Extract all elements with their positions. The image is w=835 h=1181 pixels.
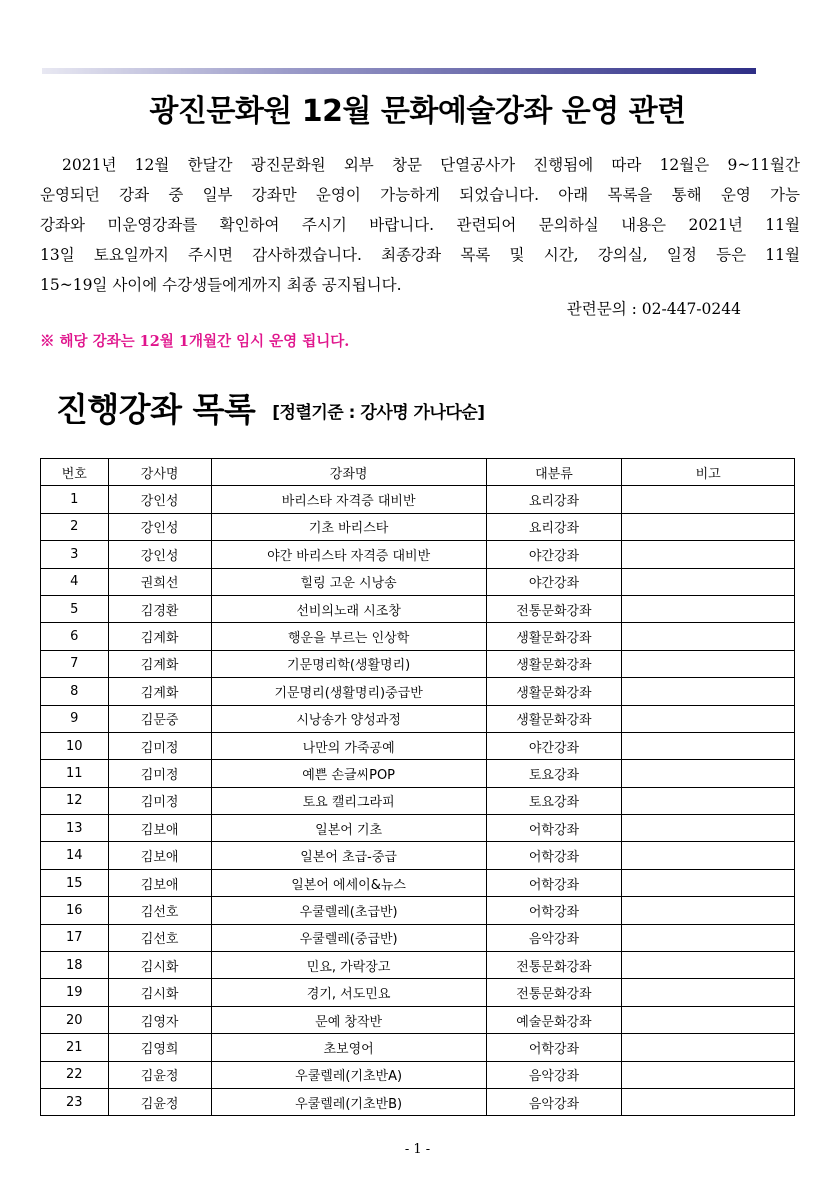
cell-instructor: 김미정 bbox=[108, 760, 211, 787]
cell-number: 7 bbox=[41, 650, 109, 677]
cell-remarks bbox=[622, 787, 795, 814]
cell-category: 어학강좌 bbox=[486, 815, 622, 842]
table-row bbox=[41, 650, 795, 677]
cell-number: 22 bbox=[41, 1061, 109, 1088]
cell-instructor: 김보애 bbox=[108, 869, 211, 896]
cell-instructor: 김미정 bbox=[108, 787, 211, 814]
table-row bbox=[41, 705, 795, 732]
page-number: - 1 - bbox=[404, 1142, 431, 1157]
cell-remarks bbox=[622, 513, 795, 540]
table-row bbox=[41, 732, 795, 759]
cell-number: 18 bbox=[41, 952, 109, 979]
cell-number: 12 bbox=[41, 787, 109, 814]
cell-number: 20 bbox=[41, 1006, 109, 1033]
cell-course: 우쿨렐레(중급반) bbox=[211, 924, 486, 951]
top-divider bbox=[42, 68, 756, 74]
cell-course: 기문명리학(생활명리) bbox=[211, 650, 486, 677]
cell-instructor: 김문중 bbox=[108, 705, 211, 732]
cell-course: 문예 창작반 bbox=[211, 1006, 486, 1033]
table-row bbox=[41, 486, 795, 513]
table-row bbox=[41, 1006, 795, 1033]
cell-number: 3 bbox=[41, 541, 109, 568]
cell-category: 야간강좌 bbox=[486, 732, 622, 759]
cell-instructor: 김계화 bbox=[108, 623, 211, 650]
header-remarks: 비고 bbox=[622, 459, 795, 486]
cell-category: 요리강좌 bbox=[486, 513, 622, 540]
section-heading bbox=[56, 384, 485, 431]
table-row bbox=[41, 623, 795, 650]
cell-remarks bbox=[622, 705, 795, 732]
cell-remarks bbox=[622, 952, 795, 979]
cell-number: 16 bbox=[41, 897, 109, 924]
cell-instructor: 김윤정 bbox=[108, 1061, 211, 1088]
cell-number: 15 bbox=[41, 869, 109, 896]
cell-number: 9 bbox=[41, 705, 109, 732]
cell-course: 우쿨렐레(기초반B) bbox=[211, 1088, 486, 1115]
cell-instructor: 김경환 bbox=[108, 595, 211, 622]
table-row bbox=[41, 1034, 795, 1061]
cell-instructor: 김시화 bbox=[108, 952, 211, 979]
cell-course: 나만의 가죽공예 bbox=[211, 732, 486, 759]
cell-number: 11 bbox=[41, 760, 109, 787]
table-row bbox=[41, 568, 795, 595]
cell-instructor: 김보애 bbox=[108, 842, 211, 869]
cell-instructor: 강인성 bbox=[108, 513, 211, 540]
header-course: 강좌명 bbox=[211, 459, 486, 486]
cell-instructor: 김선호 bbox=[108, 897, 211, 924]
cell-remarks bbox=[622, 650, 795, 677]
cell-number: 13 bbox=[41, 815, 109, 842]
table-row bbox=[41, 897, 795, 924]
cell-number: 4 bbox=[41, 568, 109, 595]
cell-course: 우쿨렐레(기초반A) bbox=[211, 1061, 486, 1088]
cell-instructor: 김영자 bbox=[108, 1006, 211, 1033]
cell-remarks bbox=[622, 1088, 795, 1115]
table-body bbox=[41, 486, 795, 1116]
cell-instructor: 김시화 bbox=[108, 979, 211, 1006]
table-row bbox=[41, 541, 795, 568]
intro-line-2: 운영되던 강좌 중 일부 강좌만 운영이 가능하게 되었습니다. 아래 목록을 통해 운영 가능 bbox=[40, 186, 800, 204]
table-row bbox=[41, 513, 795, 540]
notice-text: ※ 해당 강좌는 12월 1개월간 임시 운영 됩니다. bbox=[40, 333, 350, 350]
cell-number: 14 bbox=[41, 842, 109, 869]
cell-category: 음악강좌 bbox=[486, 924, 622, 951]
cell-number: 23 bbox=[41, 1088, 109, 1115]
cell-course: 토요 캘리그라피 bbox=[211, 787, 486, 814]
cell-category: 요리강좌 bbox=[486, 486, 622, 513]
cell-remarks bbox=[622, 732, 795, 759]
cell-course: 야간 바리스타 자격증 대비반 bbox=[211, 541, 486, 568]
cell-instructor: 김선호 bbox=[108, 924, 211, 951]
cell-course: 예쁜 손글씨POP bbox=[211, 760, 486, 787]
intro-line-5: 15~19일 사이에 수강생들에게까지 최종 공지됩니다. bbox=[40, 276, 402, 294]
cell-category: 예술문화강좌 bbox=[486, 1006, 622, 1033]
header-instructor: 강사명 bbox=[108, 459, 211, 486]
cell-remarks bbox=[622, 1034, 795, 1061]
table-row bbox=[41, 760, 795, 787]
cell-category: 생활문화강좌 bbox=[486, 705, 622, 732]
cell-remarks bbox=[622, 815, 795, 842]
cell-instructor: 김윤정 bbox=[108, 1088, 211, 1115]
table-row bbox=[41, 678, 795, 705]
cell-remarks bbox=[622, 486, 795, 513]
cell-number: 1 bbox=[41, 486, 109, 513]
table-header-row bbox=[41, 459, 795, 486]
cell-category: 전통문화강좌 bbox=[486, 979, 622, 1006]
table-row bbox=[41, 1061, 795, 1088]
cell-remarks bbox=[622, 869, 795, 896]
cell-course: 일본어 초급-중급 bbox=[211, 842, 486, 869]
cell-number: 5 bbox=[41, 595, 109, 622]
cell-course: 초보영어 bbox=[211, 1034, 486, 1061]
cell-instructor: 김계화 bbox=[108, 650, 211, 677]
intro-line-3: 강좌와 미운영강좌를 확인하여 주시기 바랍니다. 관련되어 문의하실 내용은 2021년 11월 bbox=[40, 216, 800, 234]
cell-course: 기초 바리스타 bbox=[211, 513, 486, 540]
cell-course: 시낭송가 양성과정 bbox=[211, 705, 486, 732]
cell-category: 전통문화강좌 bbox=[486, 952, 622, 979]
section-title: 진행강좌 목록 bbox=[56, 390, 256, 429]
cell-remarks bbox=[622, 568, 795, 595]
cell-course: 선비의노래 시조창 bbox=[211, 595, 486, 622]
cell-number: 21 bbox=[41, 1034, 109, 1061]
intro-paragraph bbox=[40, 150, 800, 300]
cell-remarks bbox=[622, 1006, 795, 1033]
cell-category: 음악강좌 bbox=[486, 1061, 622, 1088]
table-row bbox=[41, 842, 795, 869]
header-number: 번호 bbox=[41, 459, 109, 486]
cell-course: 민요, 가락장고 bbox=[211, 952, 486, 979]
table-row bbox=[41, 1088, 795, 1115]
cell-instructor: 권희선 bbox=[108, 568, 211, 595]
cell-category: 어학강좌 bbox=[486, 1034, 622, 1061]
cell-remarks bbox=[622, 842, 795, 869]
cell-category: 토요강좌 bbox=[486, 787, 622, 814]
cell-category: 어학강좌 bbox=[486, 842, 622, 869]
cell-category: 토요강좌 bbox=[486, 760, 622, 787]
cell-number: 2 bbox=[41, 513, 109, 540]
table-row bbox=[41, 952, 795, 979]
cell-number: 19 bbox=[41, 979, 109, 1006]
table-row bbox=[41, 787, 795, 814]
table-row bbox=[41, 979, 795, 1006]
cell-course: 일본어 에세이&뉴스 bbox=[211, 869, 486, 896]
course-table bbox=[40, 458, 795, 1116]
cell-category: 야간강좌 bbox=[486, 541, 622, 568]
cell-number: 8 bbox=[41, 678, 109, 705]
cell-category: 음악강좌 bbox=[486, 1088, 622, 1115]
cell-instructor: 김계화 bbox=[108, 678, 211, 705]
cell-remarks bbox=[622, 678, 795, 705]
header-category: 대분류 bbox=[486, 459, 622, 486]
cell-remarks bbox=[622, 897, 795, 924]
table-row bbox=[41, 815, 795, 842]
cell-course: 힐링 고운 시낭송 bbox=[211, 568, 486, 595]
cell-remarks bbox=[622, 1061, 795, 1088]
table-row bbox=[41, 595, 795, 622]
table-row bbox=[41, 924, 795, 951]
cell-instructor: 김미정 bbox=[108, 732, 211, 759]
cell-remarks bbox=[622, 924, 795, 951]
cell-category: 야간강좌 bbox=[486, 568, 622, 595]
cell-number: 6 bbox=[41, 623, 109, 650]
cell-instructor: 김영희 bbox=[108, 1034, 211, 1061]
cell-remarks bbox=[622, 760, 795, 787]
cell-course: 우쿨렐레(초급반) bbox=[211, 897, 486, 924]
cell-category: 어학강좌 bbox=[486, 897, 622, 924]
cell-category: 생활문화강좌 bbox=[486, 678, 622, 705]
cell-category: 생활문화강좌 bbox=[486, 623, 622, 650]
cell-category: 생활문화강좌 bbox=[486, 650, 622, 677]
cell-course: 행운을 부르는 인상학 bbox=[211, 623, 486, 650]
cell-category: 전통문화강좌 bbox=[486, 595, 622, 622]
section-subtitle: [정렬기준 : 강사명 가나다순] bbox=[272, 403, 485, 423]
cell-instructor: 김보애 bbox=[108, 815, 211, 842]
cell-instructor: 강인성 bbox=[108, 541, 211, 568]
cell-course: 경기, 서도민요 bbox=[211, 979, 486, 1006]
contact-info: 관련문의 : 02-447-0244 bbox=[566, 300, 741, 318]
cell-course: 바리스타 자격증 대비반 bbox=[211, 486, 486, 513]
cell-remarks bbox=[622, 541, 795, 568]
intro-line-4: 13일 토요일까지 주시면 감사하겠습니다. 최종강좌 목록 및 시간, 강의실, 일정 등은 11월 bbox=[40, 246, 800, 264]
cell-number: 17 bbox=[41, 924, 109, 951]
cell-remarks bbox=[622, 623, 795, 650]
intro-line-1: 2021년 12월 한달간 광진문화원 외부 창문 단열공사가 진행됨에 따라 12월은 9~11월간 bbox=[62, 156, 800, 174]
cell-course: 기문명리(생활명리)중급반 bbox=[211, 678, 486, 705]
table-row bbox=[41, 869, 795, 896]
cell-category: 어학강좌 bbox=[486, 869, 622, 896]
document-title: 광진문화원 12월 문화예술강좌 운영 관련 bbox=[149, 94, 686, 129]
cell-number: 10 bbox=[41, 732, 109, 759]
cell-course: 일본어 기초 bbox=[211, 815, 486, 842]
cell-remarks bbox=[622, 979, 795, 1006]
cell-remarks bbox=[622, 595, 795, 622]
cell-instructor: 강인성 bbox=[108, 486, 211, 513]
